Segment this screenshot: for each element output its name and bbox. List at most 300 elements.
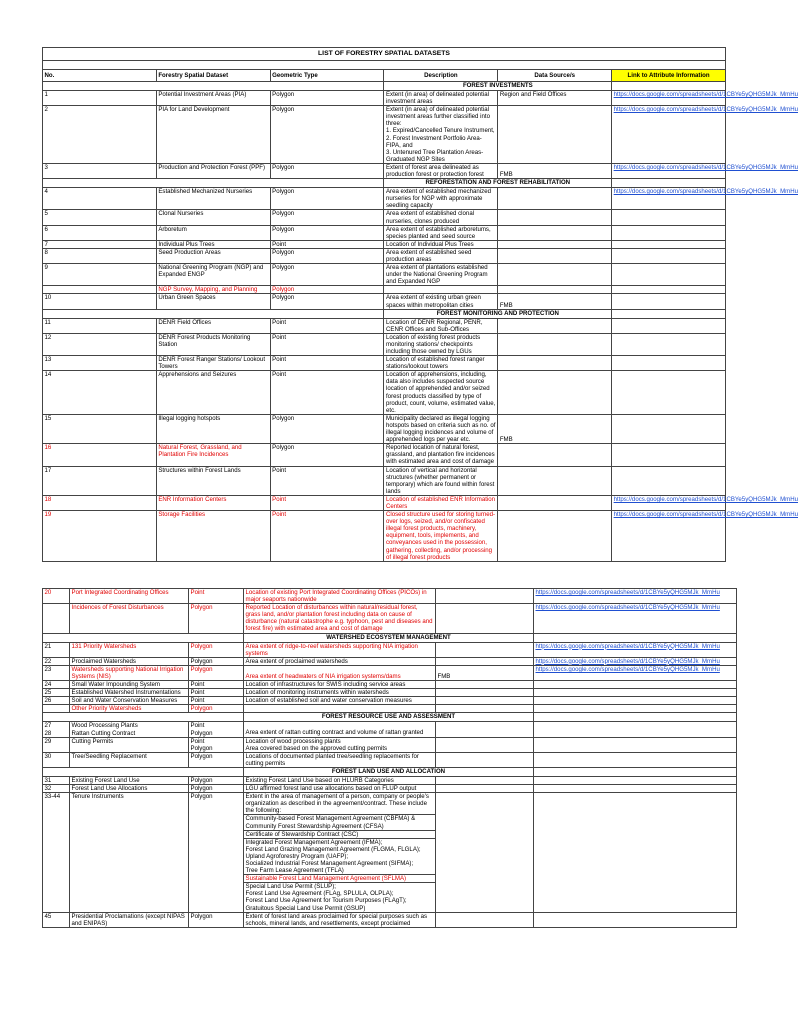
- row-desc: [244, 793, 436, 913]
- row-no-28: 28: [44, 729, 52, 737]
- table-row: [43, 333, 726, 355]
- row-no: 17: [43, 466, 157, 495]
- row-dataset: Proclaimed Watersheds: [70, 657, 189, 665]
- row-link: [612, 240, 726, 248]
- row-link: [612, 210, 726, 225]
- row-link: [612, 356, 726, 371]
- table-row: [43, 705, 737, 713]
- row-no: 19: [43, 511, 157, 562]
- header-desc: Description: [384, 70, 498, 82]
- row-desc: Area extent of established seed production areas: [384, 248, 498, 263]
- row-desc: Extent (in area) of delineated potential investment areas further classified into three: 1. Expired/Cancelled Tenure Instrument, 2. Forest Investment Portfolio Area-FIPA, and 3. Untenured Tree Plantation Areas- Graduated NGP Sites: [384, 106, 498, 164]
- row-dataset: DENR Forest Ranger Stations/ Lookout Towers: [156, 356, 270, 371]
- header-row: [43, 70, 726, 82]
- section-pad: [612, 179, 726, 188]
- header-dataset: Forestry Spatial Dataset: [156, 70, 270, 82]
- geo-28: Polygon: [190, 729, 213, 737]
- row-link: [534, 604, 737, 633]
- row-link: [612, 225, 726, 240]
- row-geo: Polygon: [189, 785, 244, 793]
- row-link: [612, 286, 726, 294]
- row-link: [612, 511, 798, 562]
- row-no: [43, 604, 70, 633]
- section-row: [43, 767, 737, 776]
- table-row: [43, 264, 726, 286]
- section-pad: [43, 179, 384, 188]
- row-no: 5: [43, 210, 157, 225]
- table-row: [43, 793, 737, 913]
- section-row: [43, 82, 726, 91]
- row-geo: Polygon: [270, 106, 384, 164]
- row-link: [534, 912, 737, 927]
- row-desc: Location of infrastructures for SWIS including service areas: [244, 681, 436, 689]
- section-land-use: FOREST LAND USE AND ALLOCATION: [244, 767, 534, 776]
- dataset-28: Rattan Cutting Contract: [71, 729, 136, 737]
- row-dataset: Clonal Nurseries: [156, 210, 270, 225]
- section-forest-investments: FOREST INVESTMENTS: [384, 82, 612, 91]
- section-pad: [534, 633, 737, 642]
- table-row: [43, 912, 737, 927]
- row-link: [534, 737, 737, 752]
- table-row: [43, 589, 737, 604]
- row-source: [498, 444, 612, 466]
- row-desc: LGU affirmed forest land use allocations based on FLUP output: [244, 785, 436, 793]
- tenure-cbfma: Community-based Forest Management Agreement (CBFMA) & Community Forest Stewardship Agreement (CFSA): [244, 815, 435, 830]
- table-row: [43, 248, 726, 263]
- row-dataset: Tree/Seedling Replacement: [70, 752, 189, 767]
- row-link: [534, 776, 737, 784]
- tenure-flagt: Forest Land Use Agreement for Tourism Purposes (FLAgT);: [245, 897, 407, 905]
- row-geo: Point: [270, 318, 384, 333]
- row-link: [534, 681, 737, 689]
- section-pad: [43, 767, 244, 776]
- row-geo: Point: [189, 697, 244, 705]
- row-geo: [189, 737, 244, 752]
- row-source: [498, 240, 612, 248]
- row-desc: Location of DENR Regional, PENR, CENR Offices and Sub-Offices: [384, 318, 498, 333]
- row-link: [534, 697, 737, 705]
- row-desc: Area extent of plantations established under the National Greening Program and Expanded NGP: [384, 264, 498, 286]
- header-geo: Geometric Type: [270, 70, 384, 82]
- row-dataset: Other Priority Watersheds: [70, 705, 189, 713]
- row-desc: Municipality declared as illegal logging hotspots based on criteria such as no. of illegal logging incidences and volume of apprehended logs per year etc.: [384, 414, 498, 443]
- row-source: [498, 495, 612, 510]
- row-desc: Area extent of established clonal nurseries, clones produced: [384, 210, 498, 225]
- row-link: [612, 294, 726, 309]
- row-source: [436, 785, 534, 793]
- row-no: [43, 286, 157, 294]
- row-link: [534, 793, 737, 913]
- row-link: [534, 705, 737, 713]
- row-desc: Reported Location of disturbances within natural/residual forest, grass land, and/or plantation forest including data on cause of disturbance (natural catastrophe e.g. typhoon, pest and diseases and forest fire) with estimated area and cost of damage: [244, 604, 436, 633]
- row-link: [612, 466, 726, 495]
- row-no: 9: [43, 264, 157, 286]
- row-source: [436, 752, 534, 767]
- tenure-uafp: Upland Agroforestry Program (UAFP);: [245, 852, 349, 860]
- attribute-link[interactable]: https://docs.google.com/spreadsheets/d/1CBYe5yQHG5MJk_MmHu: [535, 657, 720, 665]
- row-dataset: Structures within Forest Lands: [156, 466, 270, 495]
- section-reforestation: REFORESTATION AND FOREST REHABILITATION: [384, 179, 612, 188]
- row-dataset: ENR Information Centers: [156, 495, 270, 510]
- row-no: 21: [43, 642, 70, 657]
- tenure-flag: Forest Land Use Agreement (FLAg, SPLULA, OLPLA);: [245, 890, 394, 898]
- row-source: FMB: [436, 665, 534, 680]
- row-geo: Polygon: [189, 776, 244, 784]
- row-desc: Location of vertical and horizontal structures (whether permanent or temporary) which are found within forest lands: [384, 466, 498, 495]
- row-dataset: Illegal logging hotspots: [156, 414, 270, 443]
- row-desc: Closed structure used for storing turned-over logs, seized, and/or confiscated illegal forest products, machinery, equipment, tools, implements, and conveyances used in the possession, gathering, collecting, and/or processing of illegal forest products: [384, 511, 498, 562]
- sheet-title: LIST OF FORESTRY SPATIAL DATASETS: [43, 48, 726, 61]
- row-no: 8: [43, 248, 157, 263]
- row-source: [436, 681, 534, 689]
- row-dataset: Apprehensions and Seizures: [156, 371, 270, 415]
- row-desc: Location of established soil and water conservation measures: [244, 697, 436, 705]
- row-desc: [384, 286, 498, 294]
- attribute-link[interactable]: https://docs.google.com/spreadsheets/d/1CBYe5yQHG5MJk_MmHu: [613, 106, 798, 114]
- section-pad: [612, 82, 726, 91]
- section-pad: [534, 767, 737, 776]
- title-row: [43, 48, 726, 61]
- row-no: 22: [43, 657, 70, 665]
- row-source: [498, 371, 612, 415]
- row-no: 14: [43, 371, 157, 415]
- table-row: [43, 689, 737, 697]
- row-link: [534, 752, 737, 767]
- desc-28: Area extent of rattan cutting contract and volume of rattan granted: [245, 729, 424, 737]
- row-geo: Polygon: [270, 414, 384, 443]
- row-no: 7: [43, 240, 157, 248]
- row-desc: Location of existing Port Integrated Coordinating Offices (PICOs) in major seaports nationwide: [244, 589, 436, 604]
- row-no: 6: [43, 225, 157, 240]
- row-link: [612, 188, 798, 210]
- attribute-link[interactable]: https://docs.google.com/spreadsheets/d/1CBYe5yQHG5MJk_MmHu: [613, 188, 798, 196]
- row-geo: Polygon: [270, 163, 384, 178]
- row-dataset: Established Mechanized Nurseries: [156, 188, 270, 210]
- row-link: [534, 722, 737, 737]
- row-dataset: Natural Forest, Grassland, and Plantation Fire Incidences: [156, 444, 270, 466]
- row-dataset: Watersheds supporting National Irrigation Systems (NIS): [70, 665, 189, 680]
- row-source: [498, 466, 612, 495]
- table-row: [43, 697, 737, 705]
- table-row: [43, 511, 726, 562]
- row-no: 20: [43, 589, 70, 604]
- header-src: Data Source/s: [498, 70, 612, 82]
- row-no: 11: [43, 318, 157, 333]
- row-geo: Polygon: [270, 264, 384, 286]
- table-row: [43, 657, 737, 665]
- row-no: 26: [43, 697, 70, 705]
- row-desc: Area extent of headwaters of NIA irrigation systems/dams: [244, 665, 436, 680]
- row-link: [612, 371, 726, 415]
- datasets-table-2: [42, 588, 737, 928]
- row-no: 15: [43, 414, 157, 443]
- table-row: [43, 681, 737, 689]
- row-link: [534, 642, 737, 657]
- table-row: [43, 356, 726, 371]
- row-geo: Point: [189, 681, 244, 689]
- attribute-link[interactable]: https://docs.google.com/spreadsheets/d/1CBYe5yQHG5MJk_MmHu: [535, 589, 720, 596]
- row-geo: Polygon: [189, 705, 244, 713]
- row-desc: [244, 722, 436, 737]
- row-source: Region and Field Offices: [498, 91, 612, 106]
- row-geo: Polygon: [189, 912, 244, 927]
- attribute-link[interactable]: https://docs.google.com/spreadsheets/d/1CBYe5yQHG5MJk_MmHu: [535, 642, 720, 650]
- row-no: 32: [43, 785, 70, 793]
- row-geo: Point: [270, 356, 384, 371]
- row-dataset: Forest Land Use Allocations: [70, 785, 189, 793]
- row-source: [436, 793, 534, 913]
- row-dataset: Incidences of Forest Disturbances: [70, 604, 189, 633]
- row-dataset: Seed Production Areas: [156, 248, 270, 263]
- row-link: [612, 106, 798, 164]
- tenure-sflma: Sustainable Forest Land Management Agreement (SFLMA): [244, 875, 435, 883]
- row-no: 29: [43, 737, 70, 752]
- row-desc: Area extent of existing urban green spaces within metropolitan cities: [384, 294, 498, 309]
- section-watershed: WATERSHED ECOSYSTEM MANAGEMENT: [244, 633, 534, 642]
- row-desc: Location of apprehensions, including, data also includes suspected source location of apprehended and/or seized forest products classified by type of product, count, volume, estimated value, etc.: [384, 371, 498, 415]
- table-row: [43, 642, 737, 657]
- row-source: [498, 333, 612, 355]
- row-no: 18: [43, 495, 157, 510]
- row-link: [534, 785, 737, 793]
- row-link: [612, 264, 726, 286]
- row-link: [612, 414, 726, 443]
- row-source: FMB: [498, 294, 612, 309]
- row-geo: Polygon: [270, 225, 384, 240]
- blank-cell: [43, 61, 726, 70]
- row-source: [436, 604, 534, 633]
- row-no: [43, 705, 70, 713]
- row-dataset: National Greening Program (NGP) and Expanded ENGP: [156, 264, 270, 286]
- row-geo: Point: [189, 589, 244, 604]
- section-monitoring: FOREST MONITORING AND PROTECTION: [384, 309, 612, 318]
- tenure-csc: Certificate of Stewardship Contract (CSC): [244, 831, 435, 839]
- row-source: [436, 657, 534, 665]
- row-source: [498, 248, 612, 263]
- row-link: [612, 495, 798, 510]
- section-row: [43, 633, 737, 642]
- table-row: [43, 604, 737, 633]
- table-row: [43, 752, 737, 767]
- row-desc: Extent of forest area delineated as production forest or protection forest: [384, 163, 498, 178]
- table-row: [43, 737, 737, 752]
- row-dataset: Urban Green Spaces: [156, 294, 270, 309]
- row-dataset: DENR Field Offices: [156, 318, 270, 333]
- section-pad: [43, 82, 384, 91]
- tenure-gsup: Gratuitous Special Land Use Permit (GSUP): [245, 904, 366, 912]
- row-desc: Location of established ENR Information Centers: [384, 495, 498, 510]
- row-no: 24: [43, 681, 70, 689]
- row-dataset: Presidential Proclamations (except NIPAS and ENIPAS): [70, 912, 189, 927]
- section-row: [43, 713, 737, 722]
- row-link: [612, 444, 726, 466]
- row-desc: Area extent of established arboretums, species planted and seed source: [384, 225, 498, 240]
- row-no: 1: [43, 91, 157, 106]
- row-dataset: Small Water Impounding System: [70, 681, 189, 689]
- row-desc: Area extent of proclaimed watersheds: [244, 657, 436, 665]
- row-dataset: Port Integrated Coordinating Offices: [70, 589, 189, 604]
- row-geo: Point: [270, 240, 384, 248]
- row-geo: Polygon: [189, 604, 244, 633]
- section-row: [43, 179, 726, 188]
- table-row: [43, 91, 726, 106]
- row-source: [498, 188, 612, 210]
- row-link: [612, 318, 726, 333]
- sheet-page-2: [42, 588, 726, 928]
- row-geo: Polygon: [189, 642, 244, 657]
- section-pad: [43, 309, 384, 318]
- header-link: Link to Attribute Information: [612, 70, 726, 82]
- row-source: [498, 356, 612, 371]
- table-row: [43, 318, 726, 333]
- row-desc: Existing Forest Land Use based on HLURB Categories: [244, 776, 436, 784]
- table-row: [43, 163, 726, 178]
- row-desc: Location of Individual Plus Trees: [384, 240, 498, 248]
- row-desc: Extent of forest land areas proclaimed for special purposes such as schools, mineral lands, and resettlements, except proclaimed: [244, 912, 436, 927]
- attribute-link[interactable]: https://docs.google.com/spreadsheets/d/1CBYe5yQHG5MJk_MmHu: [613, 91, 798, 98]
- section-pad: [612, 309, 726, 318]
- tenure-slup: Special Land Use Permit (SLUP);: [245, 883, 336, 891]
- row-link: [534, 589, 737, 604]
- table-row: [43, 414, 726, 443]
- row-dataset: Soil and Water Conservation Measures: [70, 697, 189, 705]
- geo-29b: Polygon: [190, 744, 213, 752]
- row-desc: Area extent of established mechanized nurseries for NGP with approximate seedling capacity: [384, 188, 498, 210]
- row-link: [612, 91, 798, 106]
- row-no: 25: [43, 689, 70, 697]
- table-row: [43, 240, 726, 248]
- desc-29: Location of wood processing plants: [245, 737, 341, 745]
- row-dataset: DENR Forest Products Monitoring Station: [156, 333, 270, 355]
- row-no-27: 27: [44, 722, 52, 730]
- row-geo: Polygon: [189, 752, 244, 767]
- row-dataset: PIA for Land Development: [156, 106, 270, 164]
- section-resource-use: FOREST RESOURCE USE AND ASSESSMENT: [244, 713, 534, 722]
- table-row: [43, 106, 726, 164]
- row-source: [436, 705, 534, 713]
- row-no: 12: [43, 333, 157, 355]
- row-desc: Locations of documented planted tree/seedling replacements for cutting permits: [244, 752, 436, 767]
- row-link: [612, 163, 798, 178]
- row-link: [612, 248, 726, 263]
- row-source: [436, 776, 534, 784]
- geo-29: Point: [190, 737, 205, 745]
- table-row: [43, 665, 737, 680]
- row-no: 16: [43, 444, 157, 466]
- row-source: FMB: [498, 163, 612, 178]
- row-geo: Point: [270, 333, 384, 355]
- row-geo: Point: [270, 466, 384, 495]
- row-source: [498, 210, 612, 225]
- row-source: [498, 225, 612, 240]
- row-source: [498, 318, 612, 333]
- attribute-link[interactable]: https://docs.google.com/spreadsheets/d/1CBYe5yQHG5MJk_MmHu: [613, 163, 798, 171]
- row-dataset: Potential Investment Areas (PIA): [156, 91, 270, 106]
- row-source: [498, 264, 612, 286]
- header-no: No.: [43, 70, 157, 82]
- row-geo: Polygon: [270, 286, 384, 294]
- row-link: [534, 665, 737, 680]
- table-row: [43, 210, 726, 225]
- row-geo: Polygon: [189, 657, 244, 665]
- row-geo: Polygon: [270, 444, 384, 466]
- attribute-link[interactable]: https://docs.google.com/spreadsheets/d/1CBYe5yQHG5MJk_MmHu: [613, 495, 798, 503]
- row-source: [436, 589, 534, 604]
- table-row: [43, 188, 726, 210]
- row-geo: [189, 722, 244, 737]
- row-geo: Polygon: [270, 248, 384, 263]
- row-geo: Point: [270, 495, 384, 510]
- row-source: [498, 511, 612, 562]
- section-row: [43, 309, 726, 318]
- row-dataset: Storage Facilities: [156, 511, 270, 562]
- row-no: 10: [43, 294, 157, 309]
- row-no: 2: [43, 106, 157, 164]
- desc-spacer: [246, 722, 434, 729]
- tenure-desc-intro: Extent in the area of management of a person, company or people's organization as described in the agreement/contract. These include the following:: [244, 793, 435, 815]
- sheet-page-1: [42, 47, 798, 562]
- datasets-table-1: [42, 47, 798, 562]
- row-no: 23: [43, 665, 70, 680]
- row-source: [436, 697, 534, 705]
- row-dataset: Arboretum: [156, 225, 270, 240]
- row-dataset: [70, 722, 189, 737]
- table-row: [43, 785, 737, 793]
- table-row: [43, 371, 726, 415]
- row-source: [498, 286, 612, 294]
- row-no: 30: [43, 752, 70, 767]
- row-no: 31: [43, 776, 70, 784]
- row-no: 3: [43, 163, 157, 178]
- row-link: [534, 689, 737, 697]
- tenure-ifma: Integrated Forest Management Agreement (IFMA);: [245, 838, 383, 846]
- dataset-27: Wood Processing Plants: [71, 722, 138, 730]
- row-source: [436, 912, 534, 927]
- row-link: [534, 657, 737, 665]
- table-row: [43, 466, 726, 495]
- row-no: 4: [43, 188, 157, 210]
- attribute-link[interactable]: https://docs.google.com/spreadsheets/d/1CBYe5yQHG5MJk_MmHu: [535, 604, 720, 612]
- row-geo: Polygon: [270, 294, 384, 309]
- table-row: [43, 225, 726, 240]
- row-dataset: 131 Priority Watersheds: [70, 642, 189, 657]
- attribute-link[interactable]: https://docs.google.com/spreadsheets/d/1CBYe5yQHG5MJk_MmHu: [613, 511, 798, 519]
- section-pad: [534, 713, 737, 722]
- row-no: 45: [43, 912, 70, 927]
- blank-row: [43, 61, 726, 70]
- row-source: [436, 737, 534, 752]
- table-row: [43, 722, 737, 737]
- table-row: [43, 286, 726, 294]
- row-geo: Point: [270, 371, 384, 415]
- row-no: 13: [43, 356, 157, 371]
- tenure-flgma: Forest Land Grazing Management Agreement (FLGMA, FLGLA);: [245, 845, 421, 853]
- row-source: [498, 106, 612, 164]
- row-link: [612, 333, 726, 355]
- attribute-link[interactable]: https://docs.google.com/spreadsheets/d/1CBYe5yQHG5MJk_MmHu: [535, 665, 720, 673]
- row-dataset: NGP Survey, Mapping, and Planning: [156, 286, 270, 294]
- row-no: [43, 722, 70, 737]
- row-geo: Polygon: [189, 665, 244, 680]
- row-source: [436, 722, 534, 737]
- table-row: [43, 776, 737, 784]
- row-geo: Polygon: [270, 210, 384, 225]
- row-desc: Extent (in area) of delineated potential investment areas: [384, 91, 498, 106]
- table-row: [43, 294, 726, 309]
- tenure-sifma: Socialized Industrial Forest Management Agreement (SIFMA);: [245, 860, 414, 867]
- row-desc: Reported location of natural forest, grassland, and plantation fire incidences with estimated area and cost of damage: [384, 444, 498, 466]
- row-geo: Polygon: [270, 188, 384, 210]
